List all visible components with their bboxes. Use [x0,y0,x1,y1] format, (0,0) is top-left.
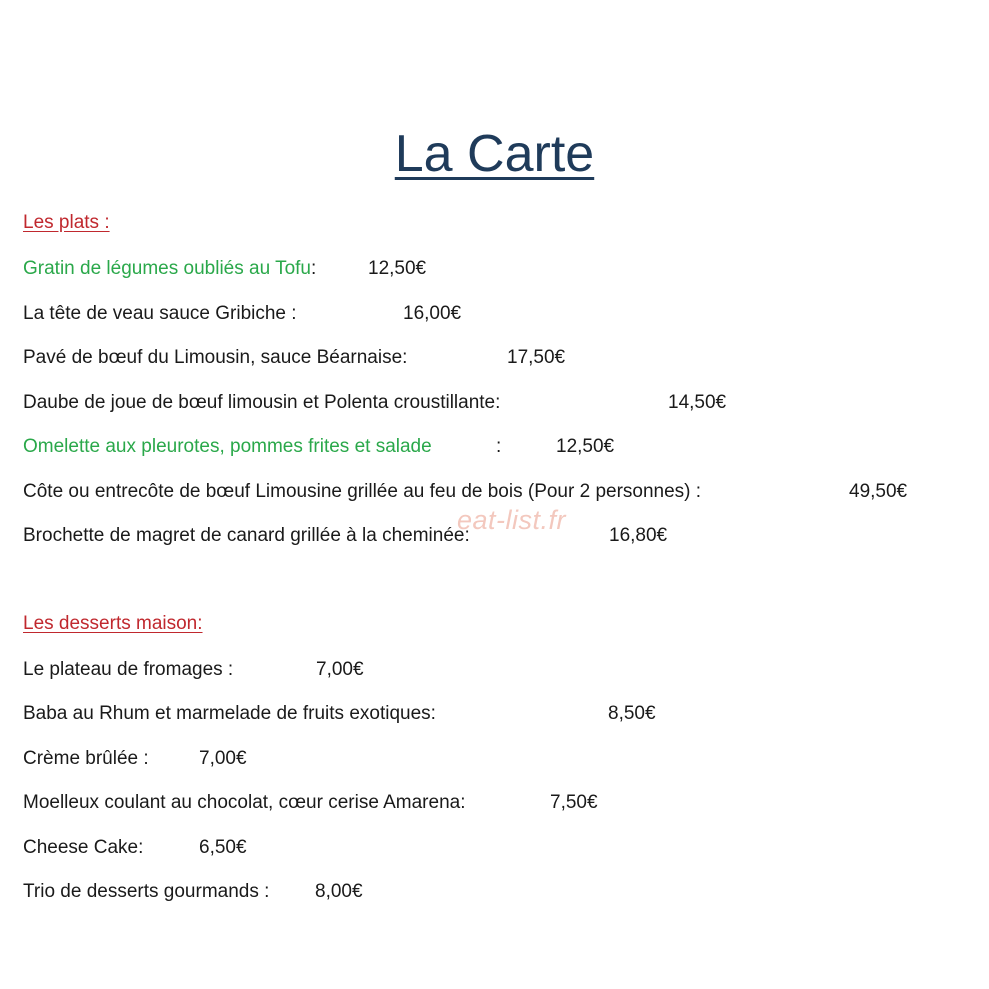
menu-item [23,879,363,905]
page-title: La Carte [394,125,595,183]
menu-item [23,390,727,416]
menu-item-name: Le plateau de fromages : [23,659,234,680]
menu-item [23,746,247,772]
menu-item [23,301,462,327]
menu-item-name: Omelette aux pleurotes, pommes frites et salade [23,436,432,457]
menu-item-name: La tête de veau sauce Gribiche : [23,303,297,324]
menu-item-price: 7,00€ [199,748,247,769]
menu-item-price: 12,50€ [368,258,427,279]
menu-item [23,479,908,505]
menu-item-name: Cheese Cake: [23,837,144,858]
menu-item-name: Brochette de magret de canard grillée à la cheminée: [23,525,470,546]
menu-item-price: 16,80€ [609,525,668,546]
menu-item-name: Crème brûlée : [23,748,149,769]
menu-item-price: 6,50€ [199,837,247,858]
menu-item-price: 7,50€ [550,792,598,813]
menu-item-price: 14,50€ [668,392,727,413]
menu-item-name: Côte ou entrecôte de bœuf Limousine grillée au feu de bois (Pour 2 personnes) : [23,481,702,502]
watermark: eat-list.fr [457,505,567,535]
menu-item-name: Daube de joue de bœuf limousin et Polenta croustillante: [23,392,501,413]
menu-item [23,790,598,816]
menu-item-separator: : [311,258,317,279]
menu-item-price: 49,50€ [849,481,908,502]
menu-item [23,345,566,371]
menu-item-price: 17,50€ [507,347,566,368]
menu-item-separator: : [496,436,502,457]
menu-item [23,434,615,460]
section-heading-desserts: Les desserts maison: [23,613,203,634]
menu-item [23,256,427,282]
menu-item-name: Trio de desserts gourmands : [23,881,270,902]
menu-item-name: Baba au Rhum et marmelade de fruits exotiques: [23,703,436,724]
menu-item [23,657,364,683]
menu-item [23,701,656,727]
menu-item [23,523,668,549]
menu-item-price: 8,50€ [608,703,656,724]
menu-item-name: Moelleux coulant au chocolat, cœur cerise Amarena: [23,792,466,813]
menu-item-price: 8,00€ [315,881,363,902]
menu-item [23,835,247,861]
menu-item-name: Pavé de bœuf du Limousin, sauce Béarnaise: [23,347,408,368]
menu-item-name: Gratin de légumes oubliés au Tofu [23,258,311,279]
menu-item-price: 7,00€ [316,659,364,680]
section-heading-plats: Les plats : [23,212,110,233]
menu-item-price: 16,00€ [403,303,462,324]
menu-item-price: 12,50€ [556,436,615,457]
